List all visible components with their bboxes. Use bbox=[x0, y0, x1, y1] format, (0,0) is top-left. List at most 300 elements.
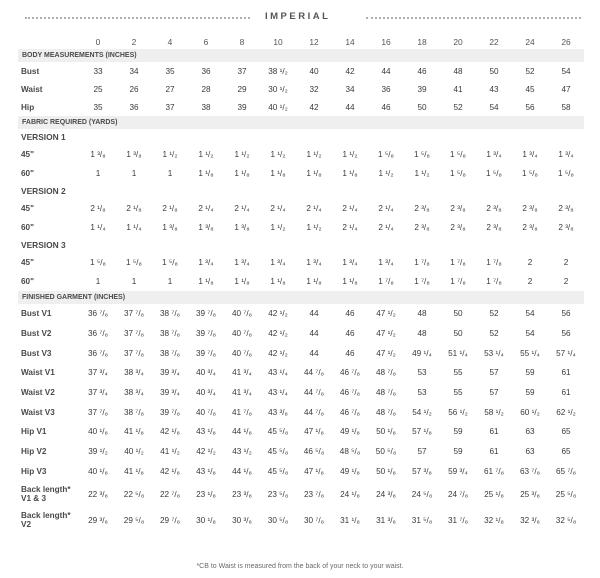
table-cell: 38 ⁷/₈ bbox=[159, 348, 180, 358]
table-cell: 1 ⁵/₈ bbox=[486, 169, 502, 178]
table-cell: 36 ⁷/₈ bbox=[87, 329, 108, 339]
size-header-cell: 4 bbox=[167, 36, 173, 47]
table-row bbox=[18, 145, 584, 164]
table-cell: 45 bbox=[525, 84, 535, 94]
row-label: Back length* V1 & 3 bbox=[21, 485, 71, 504]
table-cell: 50 bbox=[453, 309, 463, 319]
row-label: 45" bbox=[21, 204, 34, 213]
table-row bbox=[18, 442, 584, 462]
table-cell: 63 bbox=[525, 427, 535, 437]
row-label: Waist bbox=[21, 84, 43, 94]
table-cell: 1 bbox=[95, 169, 101, 178]
table-cell: 46 bbox=[381, 102, 391, 112]
table-cell: 1 ¹/₂ bbox=[198, 150, 214, 159]
table-cell: 62 ¹/₂ bbox=[556, 407, 576, 417]
table-cell: 2 ³/₈ bbox=[558, 204, 574, 213]
table-cell: 37 ³/₄ bbox=[88, 368, 108, 378]
table-cell: 46 bbox=[345, 329, 355, 339]
table-cell: 1 ⁷/₈ bbox=[414, 258, 430, 267]
table-cell: 37 bbox=[237, 66, 247, 76]
table-cell: 40 ⁷/₈ bbox=[195, 407, 216, 417]
table-cell: 57 bbox=[489, 388, 499, 398]
table-cell: 38 bbox=[201, 102, 211, 112]
table-cell: 1 ⁵/₈ bbox=[522, 169, 538, 178]
section-title: FINISHED GARMENT (INCHES) bbox=[18, 291, 584, 304]
table-cell: 48 ⁵/₈ bbox=[339, 447, 361, 457]
table-row bbox=[18, 253, 584, 272]
table-cell: 53 bbox=[417, 368, 427, 378]
table-cell: 1 ³/₄ bbox=[270, 258, 286, 267]
row-label: Bust V2 bbox=[21, 329, 52, 339]
table-cell: 46 bbox=[345, 348, 355, 358]
table-cell: 38 ⁷/₈ bbox=[159, 309, 180, 319]
table-cell: 2 ¹/₄ bbox=[198, 204, 214, 213]
table-cell: 2 ¹/₄ bbox=[306, 204, 322, 213]
version-header-row bbox=[18, 129, 584, 145]
table-cell: 53 ¹/₄ bbox=[484, 348, 504, 358]
version-title: VERSION 1 bbox=[21, 132, 66, 142]
size-header-cell: 26 bbox=[561, 36, 571, 47]
table-cell: 1 ¹/₈ bbox=[234, 277, 250, 286]
table-cell: 2 ³/₈ bbox=[522, 204, 538, 213]
table-cell: 40 ¹/₂ bbox=[124, 447, 144, 457]
table-cell: 29 ⁷/₈ bbox=[159, 515, 180, 525]
table-cell: 43 ¹/₄ bbox=[268, 368, 288, 378]
table-cell: 39 ³/₄ bbox=[160, 388, 180, 398]
table-cell: 46 bbox=[417, 66, 427, 76]
table-cell: 47 ¹/₂ bbox=[376, 329, 396, 339]
table-row bbox=[18, 304, 584, 324]
table-cell: 40 ³/₄ bbox=[196, 368, 216, 378]
table-row bbox=[18, 272, 584, 291]
row-label: Bust V1 bbox=[21, 309, 52, 319]
table-cell: 44 bbox=[309, 329, 319, 339]
table-cell: 1 ⁷/₈ bbox=[486, 277, 502, 286]
table-cell: 59 bbox=[453, 447, 463, 457]
table-cell: 43 bbox=[489, 84, 499, 94]
table-cell: 36 bbox=[129, 102, 139, 112]
table-cell: 59 bbox=[525, 368, 535, 378]
table-cell: 30 ³/₈ bbox=[232, 515, 252, 525]
table-cell: 42 ¹/₈ bbox=[160, 427, 180, 437]
table-cell: 43 ¹/₂ bbox=[232, 447, 252, 457]
size-header-cell: 12 bbox=[309, 36, 319, 47]
table-cell: 46 ⁵/₈ bbox=[303, 447, 325, 457]
table-cell: 1 ¹/₂ bbox=[414, 169, 430, 178]
table-cell: 48 ⁷/₈ bbox=[375, 407, 396, 417]
table-cell: 65 bbox=[561, 427, 571, 437]
table-cell: 50 ¹/₈ bbox=[376, 466, 396, 476]
table-cell: 46 ⁷/₈ bbox=[339, 407, 360, 417]
table-cell: 40 bbox=[309, 66, 319, 76]
table-cell: 44 ¹/₈ bbox=[232, 466, 252, 476]
table-cell: 31 ¹/₈ bbox=[340, 515, 360, 525]
table-cell: 65 bbox=[561, 447, 571, 457]
table-cell: 1 ³/₄ bbox=[378, 258, 394, 267]
table-cell: 25 ¹/₈ bbox=[484, 489, 504, 499]
table-cell: 53 bbox=[417, 388, 427, 398]
table-cell: 65 ⁷/₈ bbox=[555, 466, 576, 476]
table-cell: 44 ⁷/₈ bbox=[303, 368, 324, 378]
row-label: Hip V3 bbox=[21, 466, 47, 476]
table-cell: 32 ³/₈ bbox=[520, 515, 540, 525]
table-cell: 42 bbox=[309, 102, 319, 112]
table-cell: 1 ⁷/₈ bbox=[486, 258, 502, 267]
table-cell: 1 ¹/₈ bbox=[270, 169, 286, 178]
table-row bbox=[18, 363, 584, 383]
table-cell: 41 ³/₄ bbox=[232, 368, 252, 378]
table-cell: 1 ⁵/₈ bbox=[414, 150, 430, 159]
table-cell: 2 ³/₈ bbox=[486, 204, 502, 213]
row-label: Waist V1 bbox=[21, 368, 55, 378]
table-cell: 27 bbox=[165, 84, 175, 94]
table-cell: 48 ⁷/₈ bbox=[375, 388, 396, 398]
table-cell: 50 bbox=[489, 66, 499, 76]
version-title: VERSION 3 bbox=[21, 240, 66, 250]
table-cell: 39 ⁷/₈ bbox=[195, 348, 216, 358]
table-cell: 44 bbox=[345, 102, 355, 112]
table-cell: 33 bbox=[93, 66, 103, 76]
table-cell: 2 ¹/₈ bbox=[126, 204, 142, 213]
table-cell: 43 ¹/₈ bbox=[196, 427, 216, 437]
table-cell: 22 ⁵/₈ bbox=[123, 489, 145, 499]
table-cell: 38 ⁷/₈ bbox=[159, 329, 180, 339]
table-cell: 24 ⁵/₈ bbox=[411, 489, 433, 499]
table-cell: 41 ¹/₈ bbox=[124, 427, 144, 437]
table-cell: 39 ⁷/₈ bbox=[195, 309, 216, 319]
size-header-row bbox=[18, 34, 584, 49]
table-cell: 31 ⁵/₈ bbox=[411, 515, 433, 525]
table-cell: 1 ³/₈ bbox=[126, 150, 142, 159]
table-cell: 40 ⁷/₈ bbox=[231, 348, 252, 358]
table-cell: 41 bbox=[453, 84, 463, 94]
version-header-row bbox=[18, 183, 584, 199]
header-divider-left bbox=[25, 17, 250, 19]
table-cell: 1 ⁵/₈ bbox=[450, 169, 466, 178]
table-cell: 50 ⁵/₈ bbox=[375, 447, 397, 457]
table-cell: 26 bbox=[129, 84, 139, 94]
table-cell: 34 bbox=[345, 84, 355, 94]
section-header-row bbox=[18, 49, 584, 62]
table-cell: 42 ¹/₈ bbox=[160, 466, 180, 476]
table-cell: 45 ⁵/₈ bbox=[267, 466, 289, 476]
size-header-cell: 10 bbox=[273, 36, 283, 47]
size-header-cell: 2 bbox=[131, 36, 137, 47]
table-cell: 41 ¹/₂ bbox=[160, 447, 180, 457]
table-cell: 28 bbox=[201, 84, 211, 94]
table-cell: 37 bbox=[165, 102, 175, 112]
table-cell: 32 ¹/₈ bbox=[484, 515, 504, 525]
table-cell: 54 bbox=[525, 329, 535, 339]
table-cell: 1 ⁷/₈ bbox=[450, 258, 466, 267]
table-cell: 37 ⁷/₈ bbox=[123, 309, 144, 319]
table-row bbox=[18, 98, 584, 116]
table-cell: 1 ¹/₂ bbox=[342, 150, 358, 159]
size-header-cell: 22 bbox=[489, 36, 499, 47]
table-cell: 60 ¹/₂ bbox=[520, 407, 540, 417]
table-cell: 55 ¹/₄ bbox=[520, 348, 540, 358]
table-cell: 1 ³/₄ bbox=[198, 258, 214, 267]
chart-header bbox=[25, 11, 581, 25]
table-cell: 58 bbox=[561, 102, 571, 112]
table-cell: 32 bbox=[309, 84, 319, 94]
table-cell: 56 ¹/₂ bbox=[448, 407, 468, 417]
table-cell: 24 ⁷/₈ bbox=[447, 489, 468, 499]
table-cell: 1 ¹/₂ bbox=[270, 150, 286, 159]
table-cell: 29 ³/₈ bbox=[88, 515, 108, 525]
table-cell: 1 ³/₄ bbox=[306, 258, 322, 267]
table-cell: 1 ⁵/₈ bbox=[126, 258, 142, 267]
table-cell: 56 bbox=[561, 329, 571, 339]
table-cell: 2 ³/₈ bbox=[450, 223, 466, 232]
table-cell: 1 ⁷/₈ bbox=[378, 277, 394, 286]
table-cell: 2 ³/₈ bbox=[414, 223, 430, 232]
table-cell: 44 bbox=[309, 348, 319, 358]
table-cell: 52 bbox=[525, 66, 535, 76]
table-cell: 54 bbox=[489, 102, 499, 112]
table-cell: 48 bbox=[453, 66, 463, 76]
table-cell: 2 ¹/₄ bbox=[342, 223, 358, 232]
table-cell: 34 bbox=[129, 66, 139, 76]
table-cell: 2 ¹/₄ bbox=[234, 204, 250, 213]
table-cell: 57 ¹/₄ bbox=[556, 348, 576, 358]
table-cell: 57 bbox=[417, 447, 427, 457]
table-cell: 1 ⁵/₈ bbox=[450, 150, 466, 159]
header-divider-right bbox=[366, 17, 581, 19]
size-header-cell: 0 bbox=[95, 36, 101, 47]
table-cell: 48 bbox=[417, 329, 427, 339]
table-cell: 2 ³/₈ bbox=[414, 204, 430, 213]
table-cell: 44 bbox=[309, 309, 319, 319]
table-cell: 2 bbox=[527, 277, 533, 286]
table-cell: 61 ⁷/₈ bbox=[483, 466, 504, 476]
table-cell: 39 ⁷/₈ bbox=[159, 407, 180, 417]
table-cell: 39 bbox=[237, 102, 247, 112]
table-cell: 36 ⁷/₈ bbox=[87, 348, 108, 358]
table-cell: 41 ¹/₈ bbox=[124, 466, 144, 476]
table-cell: 25 bbox=[93, 84, 103, 94]
table-cell: 38 ¹/₂ bbox=[268, 66, 288, 76]
row-label: Bust bbox=[21, 66, 40, 76]
table-cell: 61 bbox=[561, 388, 571, 398]
table-cell: 59 bbox=[525, 388, 535, 398]
table-cell: 1 ³/₄ bbox=[558, 150, 574, 159]
row-label: 60" bbox=[21, 277, 34, 286]
table-cell: 50 bbox=[417, 102, 427, 112]
table-cell: 57 bbox=[489, 368, 499, 378]
table-cell: 35 bbox=[93, 102, 103, 112]
table-cell: 44 ¹/₈ bbox=[232, 427, 252, 437]
table-cell: 31 ³/₈ bbox=[376, 515, 396, 525]
table-cell: 41 ³/₄ bbox=[232, 388, 252, 398]
table-cell: 39 ⁷/₈ bbox=[195, 329, 216, 339]
table-cell: 47 bbox=[561, 84, 571, 94]
table-cell: 55 bbox=[453, 368, 463, 378]
row-label: 45" bbox=[21, 258, 34, 267]
table-cell: 63 ⁷/₈ bbox=[519, 466, 540, 476]
size-header-cell: 16 bbox=[381, 36, 391, 47]
table-cell: 1 ¹/₈ bbox=[198, 277, 214, 286]
table-cell: 42 ¹/₂ bbox=[268, 348, 288, 358]
table-cell: 1 bbox=[131, 169, 137, 178]
table-cell: 46 bbox=[345, 309, 355, 319]
table-cell: 2 ³/₈ bbox=[558, 223, 574, 232]
section-header-row bbox=[18, 291, 584, 304]
table-cell: 36 bbox=[201, 66, 211, 76]
table-cell: 55 bbox=[453, 388, 463, 398]
row-label: Hip V2 bbox=[21, 447, 47, 457]
table-cell: 1 ¹/₈ bbox=[306, 169, 322, 178]
table-cell: 1 ¹/₈ bbox=[342, 169, 358, 178]
table-cell: 1 ⁷/₈ bbox=[414, 277, 430, 286]
table-cell: 30 ⁵/₈ bbox=[267, 515, 289, 525]
table-cell: 32 ⁵/₈ bbox=[555, 515, 577, 525]
table-cell: 40 ¹/₈ bbox=[88, 427, 108, 437]
table-cell: 2 bbox=[563, 277, 569, 286]
table-cell: 49 ¹/₈ bbox=[340, 427, 360, 437]
table-cell: 40 ⁷/₈ bbox=[231, 309, 252, 319]
table-row bbox=[18, 402, 584, 422]
table-cell: 57 ³/₈ bbox=[412, 466, 432, 476]
table-cell: 1 ³/₄ bbox=[486, 150, 502, 159]
section-title: BODY MEASUREMENTS (INCHES) bbox=[18, 49, 584, 62]
table-cell: 37 ⁷/₈ bbox=[123, 329, 144, 339]
table-cell: 2 ¹/₄ bbox=[270, 204, 286, 213]
row-label: Back length* V2 bbox=[21, 511, 71, 530]
table-cell: 23 ⁷/₈ bbox=[303, 489, 324, 499]
table-cell: 1 ¹/₈ bbox=[342, 277, 358, 286]
table-cell: 1 ¹/₈ bbox=[270, 277, 286, 286]
table-row bbox=[18, 481, 584, 507]
table-cell: 2 ³/₈ bbox=[522, 223, 538, 232]
table-cell: 1 bbox=[131, 277, 137, 286]
row-label: 60" bbox=[21, 169, 34, 178]
table-cell: 44 bbox=[381, 66, 391, 76]
table-cell: 47 ¹/₂ bbox=[376, 348, 396, 358]
table-row bbox=[18, 218, 584, 237]
table-cell: 1 ³/₈ bbox=[234, 223, 250, 232]
table-cell: 2 ³/₈ bbox=[486, 223, 502, 232]
table-cell: 1 ¹/₈ bbox=[306, 277, 322, 286]
table-cell: 46 ⁷/₈ bbox=[339, 388, 360, 398]
table-row bbox=[18, 422, 584, 442]
table-cell: 1 ¹/₈ bbox=[198, 169, 214, 178]
table-cell: 1 bbox=[95, 277, 101, 286]
table-cell: 1 bbox=[167, 169, 173, 178]
table-cell: 59 ³/₄ bbox=[448, 466, 468, 476]
table-cell: 1 ¹/₄ bbox=[90, 223, 106, 232]
table-cell: 1 ⁵/₈ bbox=[90, 258, 106, 267]
table-cell: 48 ⁷/₈ bbox=[375, 368, 396, 378]
table-cell: 38 ⁷/₈ bbox=[123, 407, 144, 417]
table-cell: 2 ¹/₄ bbox=[378, 223, 394, 232]
table-cell: 37 ³/₄ bbox=[88, 388, 108, 398]
table-cell: 23 ⁵/₈ bbox=[267, 489, 289, 499]
row-label: 60" bbox=[21, 223, 34, 232]
table-cell: 59 bbox=[453, 427, 463, 437]
table-cell: 1 ³/₄ bbox=[522, 150, 538, 159]
table-row bbox=[18, 80, 584, 98]
size-header-cell: 14 bbox=[345, 36, 355, 47]
table-cell: 1 ³/₈ bbox=[90, 150, 106, 159]
table-cell: 63 bbox=[525, 447, 535, 457]
table-cell: 25 ³/₈ bbox=[520, 489, 540, 499]
table-cell: 36 bbox=[381, 84, 391, 94]
size-table bbox=[18, 34, 584, 533]
table-cell: 52 bbox=[489, 329, 499, 339]
row-label: Hip bbox=[21, 102, 35, 112]
table-cell: 52 bbox=[453, 102, 463, 112]
table-row bbox=[18, 324, 584, 344]
size-header-cell: 18 bbox=[417, 36, 427, 47]
table-cell: 58 ¹/₂ bbox=[484, 407, 504, 417]
table-cell: 52 bbox=[489, 309, 499, 319]
table-cell: 45 ⁵/₈ bbox=[267, 447, 289, 457]
table-row bbox=[18, 383, 584, 403]
table-cell: 2 ¹/₄ bbox=[342, 204, 358, 213]
table-cell: 30 ¹/₈ bbox=[196, 515, 216, 525]
table-cell: 56 bbox=[561, 309, 571, 319]
table-cell: 42 ¹/₂ bbox=[196, 447, 216, 457]
table-cell: 30 ¹/₂ bbox=[268, 84, 288, 94]
row-label: 45" bbox=[21, 150, 34, 159]
footnote: *CB to Waist is measured from the back of your neck to your waist. bbox=[196, 563, 404, 570]
table-cell: 35 bbox=[165, 66, 175, 76]
table-cell: 39 ³/₄ bbox=[160, 368, 180, 378]
table-cell: 29 ⁵/₈ bbox=[123, 515, 145, 525]
table-cell: 49 ¹/₈ bbox=[340, 466, 360, 476]
table-cell: 22 ⁷/₈ bbox=[159, 489, 180, 499]
table-cell: 1 ¹/₂ bbox=[234, 150, 250, 159]
table-cell: 1 ⁵/₈ bbox=[378, 150, 394, 159]
table-cell: 1 ³/₈ bbox=[198, 223, 214, 232]
table-cell: 23 ¹/₈ bbox=[196, 489, 216, 499]
table-cell: 39 ¹/₂ bbox=[88, 447, 108, 457]
table-cell: 25 ⁵/₈ bbox=[555, 489, 577, 499]
table-cell: 2 ¹/₈ bbox=[90, 204, 106, 213]
table-cell: 36 ⁷/₈ bbox=[87, 309, 108, 319]
table-cell: 2 bbox=[563, 258, 569, 267]
table-cell: 43 ¹/₄ bbox=[268, 388, 288, 398]
size-header-cell: 8 bbox=[239, 36, 245, 47]
table-cell: 42 ¹/₂ bbox=[268, 309, 288, 319]
table-cell: 38 ³/₄ bbox=[124, 368, 144, 378]
table-cell: 1 ³/₄ bbox=[342, 258, 358, 267]
table-cell: 44 ⁷/₈ bbox=[303, 407, 324, 417]
table-cell: 31 ⁷/₈ bbox=[447, 515, 468, 525]
table-cell: 46 ⁷/₈ bbox=[339, 368, 360, 378]
size-header-blank bbox=[18, 34, 80, 49]
size-header-cell: 24 bbox=[525, 36, 535, 47]
table-cell: 1 ⁵/₈ bbox=[162, 258, 178, 267]
table-cell: 40 ¹/₂ bbox=[268, 102, 288, 112]
table-cell: 44 ⁷/₈ bbox=[303, 388, 324, 398]
table-cell: 40 ⁷/₈ bbox=[231, 329, 252, 339]
table-cell: 1 ¹/₂ bbox=[270, 223, 286, 232]
table-cell: 24 ³/₈ bbox=[376, 489, 396, 499]
section-header-row bbox=[18, 116, 584, 129]
table-cell: 1 ¹/₄ bbox=[126, 223, 142, 232]
table-cell: 1 ³/₄ bbox=[234, 258, 250, 267]
table-cell: 50 bbox=[453, 329, 463, 339]
table-row bbox=[18, 343, 584, 363]
table-cell: 1 ¹/₂ bbox=[162, 150, 178, 159]
table-cell: 24 ¹/₈ bbox=[340, 489, 360, 499]
table-cell: 42 bbox=[345, 66, 355, 76]
table-cell: 23 ³/₈ bbox=[232, 489, 252, 499]
table-cell: 57 ¹/₈ bbox=[412, 427, 432, 437]
row-label: Bust V3 bbox=[21, 348, 52, 358]
